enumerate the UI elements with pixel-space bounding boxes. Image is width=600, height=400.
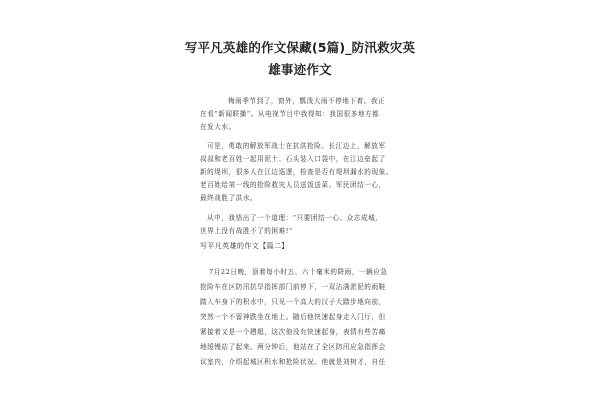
paragraph-1-line-2: 在看“新闻联播”。从电视节目中我得知：我国很多地方都 (200, 110, 380, 118)
paragraph-4-line-2: 抢险车在区防汛抗旱指挥部门前停下，一双沾满淤泥的雨鞋 (200, 283, 386, 291)
paragraph-2-line-5: 最终战胜了洪水。 (200, 194, 258, 202)
paragraph-3-line-2: 世界上没有战胜不了的困难!” (200, 227, 293, 235)
paragraph-2-line-3: 新的堤坝，很多人在江边巡逻，检查是否有堤坝漏水的现象。 (200, 168, 393, 176)
paragraph-2-line-1: 可是，勇敢的解放军战士在抗洪抢险。长江边上，解放军 (207, 142, 386, 150)
section-heading: 写平凡英雄的作文【篇二】 (200, 242, 289, 250)
paragraph-1-line-1: 梅雨季节到了，窗外，瓢泼大雨不停地下着。我正 (228, 97, 386, 105)
paragraph-4-line-7: 议室内，介绍起城区积水和抢险状况。他就是刘树才，自任 (200, 358, 386, 366)
document-title-line-2: 雄事迹作文 (268, 62, 332, 77)
paragraph-4-line-6: 地缓慢站了起来。两分钟后，他站在了全区防汛应急指挥会 (200, 343, 386, 351)
paragraph-3-line-1: 从中，我悟出了一个道理：“只要团结一心、众志成城， (207, 214, 383, 222)
paragraph-4-line-1: 7月22日晚，顶着每小时五、六十毫米的降雨，一辆应急 (209, 268, 388, 276)
document-title-line-1: 写平凡英雄的作文保藏(5篇)_防汛救灾英 (184, 40, 416, 55)
paragraph-2-line-2: 叔叔和老百姓一起用泥土、石头装入口袋中，在江边垒起了 (200, 155, 386, 163)
paragraph-4-line-3: 踏入车身下的积水中，只见一个高大的汉子大踏步地向前， (200, 298, 386, 306)
paragraph-4-line-5: 紧接着又是一个趔趄，这次他没有快速起身，表情有些苦痛 (200, 328, 386, 336)
paragraph-1-line-3: 在发大水。 (200, 123, 236, 131)
paragraph-2-line-4: 老百姓给第一线的抢险救灾人员送饭送菜。军民团结一心， (200, 181, 386, 189)
paragraph-4-line-4: 突然一个不留神跌坐在地上。随后他快速起身走入门厅，但 (200, 313, 386, 321)
